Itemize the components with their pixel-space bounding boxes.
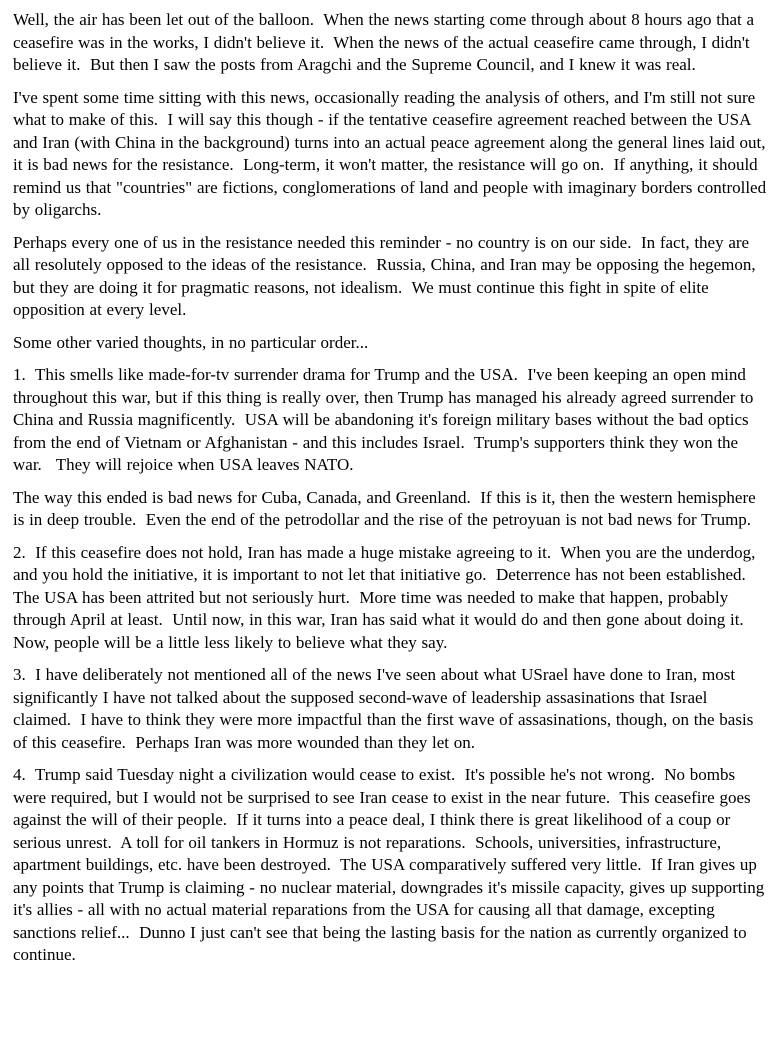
paragraph-point-2: 2. If this ceasefire does not hold, Iran has made a huge mistake agreeing to it. When you are the underdog, and you hold the initiative, it is important to not let that initiative go. Deterrence has not been established. The USA has been attrited but not seriously hurt. More time was needed to make that happen, probably through April at least. Until now, in this war, Iran has said what it would do and then gone about doing it. Now, people will be a little less likely to believe what they say. <box>13 542 761 652</box>
paragraph-intro: Well, the air has been let out of the balloon. When the news starting come through about 8 hours ago that a ceasefire was in the works, I didn't believe it. When the news of the actual ceasefire came through, I didn't believe it. But then I saw the posts from Aragchi and the Supreme Council, and I knew it was real. <box>13 10 759 74</box>
paragraph-point-3: 3. I have deliberately not mentioned all of the news I've seen about what USrael have done to Iran, most significantly I have not talked about the supposed second-wave of leadership assasinations that Israel claimed. I have to think they were more impactful than the first wave of assasinations, though, on the basis of this ceasefire. Perhaps Iran was more wounded than they let on. <box>13 665 759 752</box>
paragraph-point-1: 1. This smells like made-for-tv surrender drama for Trump and the USA. I've been keeping an open mind throughout this war, but if this thing is really over, then Trump has managed his already agreed surrender to China and Russia magnificently. USA will be abandoning it's foreign military bases without the bad optics from the end of Vietnam or Afghanistan - and this includes Israel. Trump's supporters think they won the war. They will rejoice when USA leaves NATO. <box>13 365 759 474</box>
article-body <box>13 9 771 967</box>
paragraph-point-4: 4. Trump said Tuesday night a civilization would cease to exist. It's possible he's not wrong. No bombs were required, but I would not be surprised to see Iran cease to exist in the near future. This ceasefire goes against the will of their people. If it turns into a peace deal, I think there is great likelihood of a coup or serious unrest. A toll for oil tankers in Hormuz is not reparations. Schools, universities, infrastructure, apartment buildings, etc. have been destroyed. The USA comparatively suffered very little. If Iran gives up any points that Trump is claiming - no nuclear material, downgrades it's missile capacity, gives up supporting it's allies - all with no actual material reparations from the USA for causing all that damage, excepting sanctions relief... Dunno I just can't see that being the lasting basis for the nation as currently organized to continue. <box>13 765 769 964</box>
paragraph-thoughts-lead: Some other varied thoughts, in no particular order... <box>13 332 369 352</box>
paragraph-point-1-cont: The way this ended is bad news for Cuba, Canada, and Greenland. If this is it, then the western hemisphere is in deep trouble. Even the end of the petrodollar and the rise of the petroyuan is not bad news for Trump. <box>13 487 761 529</box>
paragraph-reminder: Perhaps every one of us in the resistance needed this reminder - no country is on our side. In fact, they are all resolutely opposed to the ideas of the resistance. Russia, China, and Iran may be opposing the hegemon, but they are doing it for pragmatic reasons, not idealism. We must continue this fight in spite of elite opposition at every level. <box>13 232 761 319</box>
paragraph-analysis: I've spent some time sitting with this news, occasionally reading the analysis of others, and I'm still not sure what to make of this. I will say this though - if the tentative ceasefire agreement reached between the USA and Iran (with China in the background) turns into an actual peace agreement along the general lines laid out, it is bad news for the resistance. Long-term, it won't matter, the resistance will go on. If anything, it should remind us that "countries" are fictions, conglomerations of land and people with imaginary borders controlled by oligarchs. <box>13 87 771 219</box>
